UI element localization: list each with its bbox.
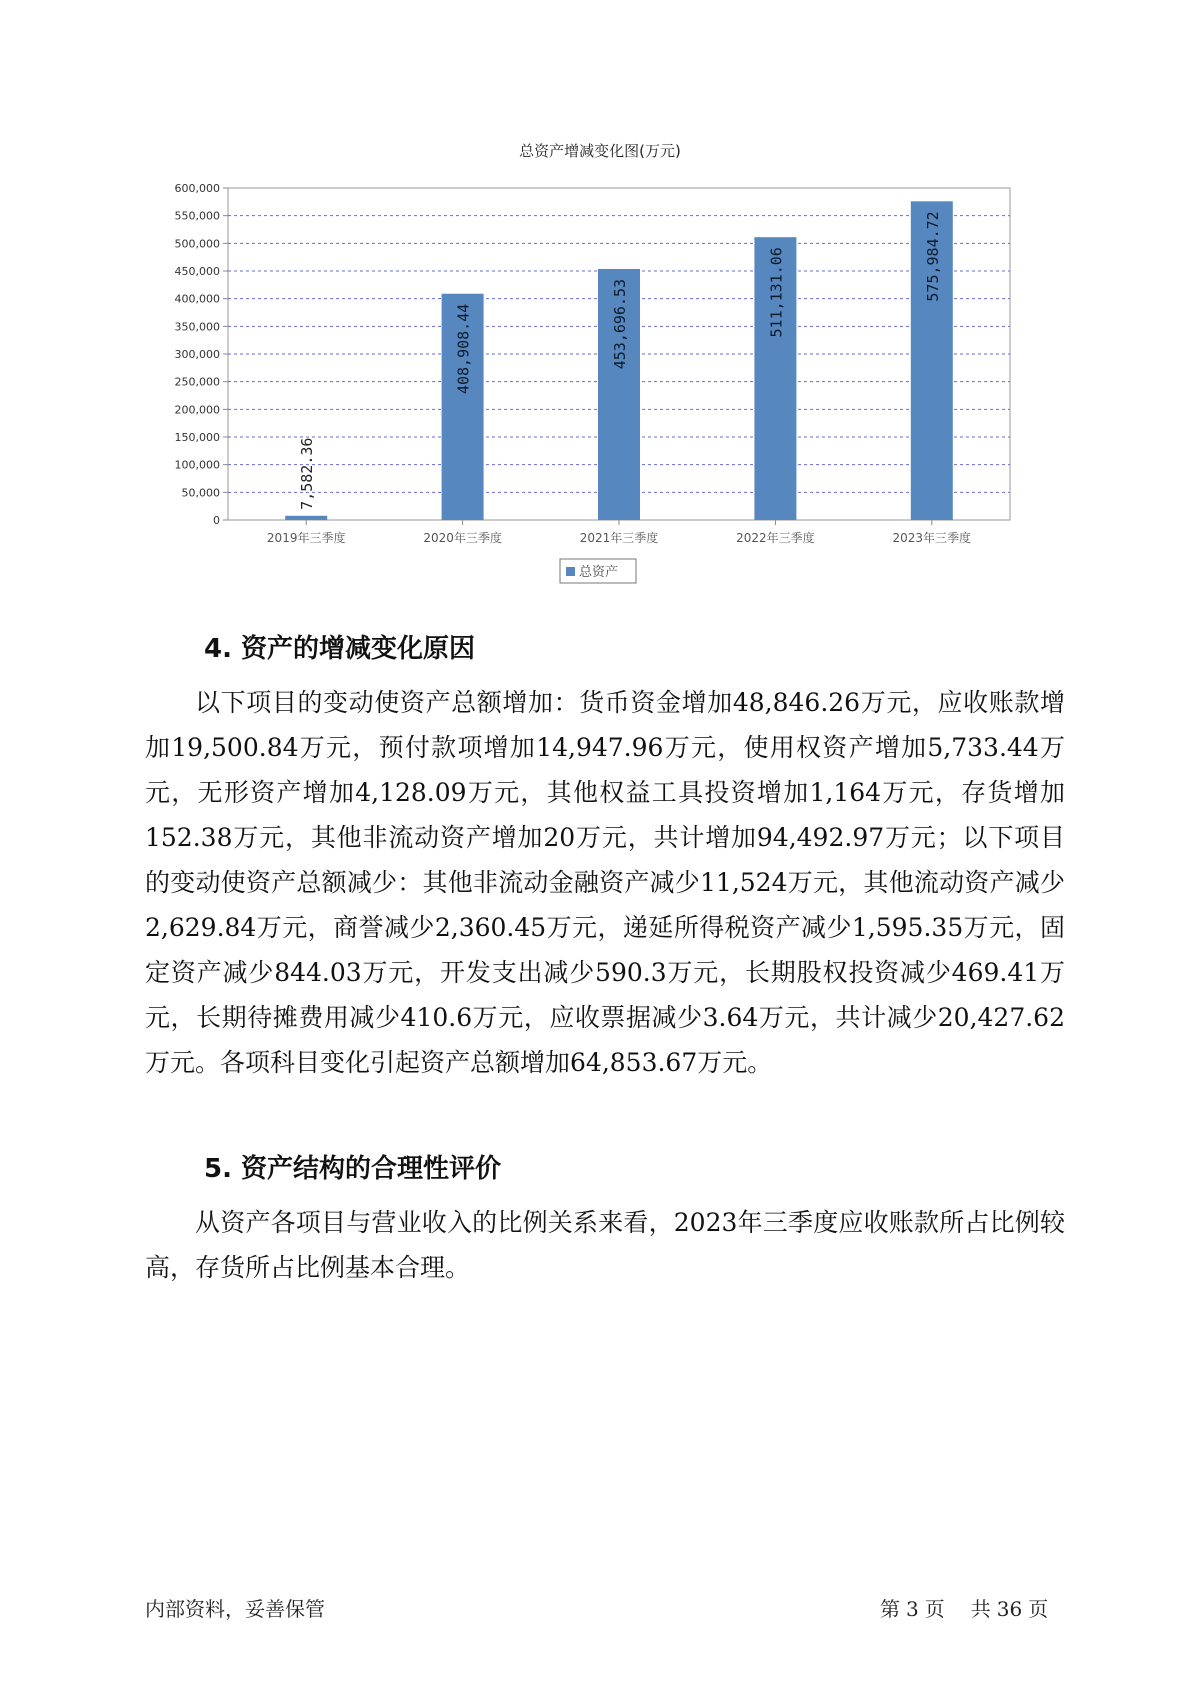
- bar-value-label: 453,696.53: [611, 278, 629, 370]
- x-tick-label: 2019年三季度: [266, 531, 346, 545]
- y-tick-label: 50,000: [181, 486, 220, 500]
- x-tick-label: 2023年三季度: [892, 531, 972, 545]
- total-unit: 页: [1028, 1597, 1049, 1621]
- y-tick-label: 250,000: [174, 375, 220, 389]
- page-current: 3: [906, 1597, 919, 1621]
- y-tick-label: 400,000: [174, 292, 220, 306]
- y-tick-label: 450,000: [174, 265, 220, 278]
- page-prefix: 第: [880, 1597, 900, 1621]
- page-total: 36: [996, 1597, 1023, 1621]
- y-tick-label: 0: [213, 514, 220, 527]
- bar-value-label: 408,908.44: [454, 303, 473, 395]
- page-unit: 页: [924, 1597, 945, 1621]
- y-tick-label: 200,000: [174, 403, 220, 417]
- y-tick-label: 600,000: [174, 182, 220, 195]
- x-tick-label: 2022年三季度: [736, 531, 815, 545]
- section-heading-5: 5. 资产结构的合理性评价: [204, 1154, 502, 1184]
- x-tick-label: 2021年三季度: [579, 531, 659, 545]
- legend-swatch: [566, 567, 575, 576]
- chart-title: 总资产增减变化图(万元): [519, 142, 681, 160]
- total-prefix: 共: [970, 1597, 991, 1621]
- section-paragraph-4: 以下项目的变动使资产总额增加：货币资金增加48,846.26万元，应收账款增加19,500.84万元，预付款项增加14,947.96万元，使用权资产增加5,733.44万元，无形资产增加4,128.09万元，其他权益工具投资增加1,164万元，存货增加152.38万元，其他非流动资产增加20万元，共计增加94,492.97万元；以下项目的变动使资产总额减少：其他非流动金融资产减少11,524万元，其他流动资产减少2,629.84万元，商誉减少2,360.45万元，递延所得税资产减少1,595.35万元，固定资产减少844.03万元，开发支出减少590.3万元，长期股权投资减少469.41万元，长期待摊费用减少410.6万元，应收票据减少3.64万元，共计减少20,427.62万元。各项科目变化引起资产总额增加64,853.67万元。: [145, 688, 1065, 1077]
- bar-value-label: 7,582.36: [298, 437, 317, 510]
- y-tick-label: 500,000: [174, 237, 220, 251]
- y-tick-label: 300,000: [174, 348, 220, 361]
- y-tick-label: 550,000: [174, 209, 220, 223]
- footer-page-number: [880, 1593, 1054, 1622]
- section-heading-4: 4. 资产的增减变化原因: [204, 634, 476, 664]
- section-paragraph-5: 从资产各项目与营业收入的比例关系来看，2023年三季度应收账款所占比例较高，存货所占比例基本合理。: [145, 1208, 1065, 1282]
- y-tick-label: 100,000: [174, 458, 220, 472]
- y-tick-label: 350,000: [174, 320, 220, 334]
- x-tick-label: 2020年三季度: [423, 531, 502, 545]
- bar-value-label: 511,131.06: [767, 247, 786, 338]
- bar: [285, 516, 327, 520]
- legend-label: 总资产: [579, 565, 619, 580]
- y-tick-label: 150,000: [174, 431, 220, 444]
- bar-value-label: 575,984.72: [923, 211, 942, 302]
- footer-confidential-note: 内部资料，妥善保管: [145, 1597, 325, 1621]
- asset-bar-chart: [0, 0, 1191, 600]
